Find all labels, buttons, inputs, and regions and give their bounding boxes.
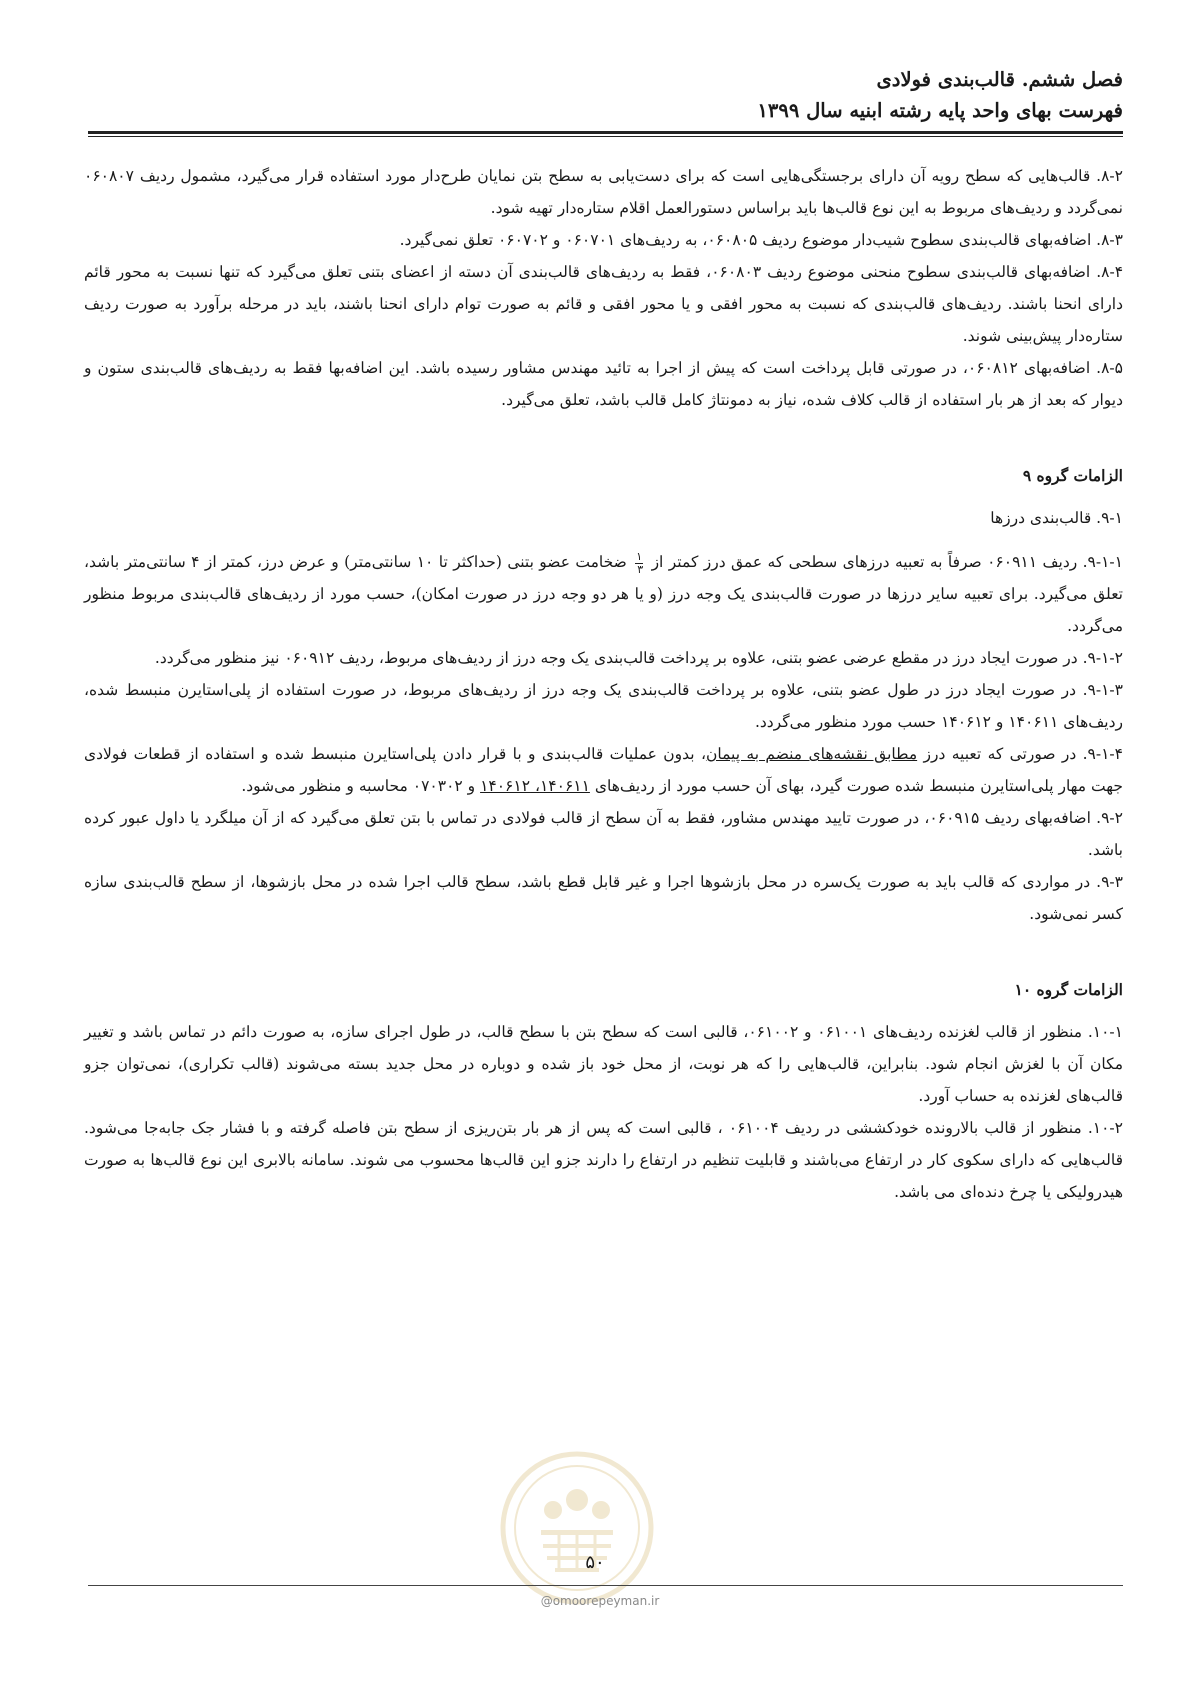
p911-text-a: ۹-۱-۱. ردیف ۰۶۰۹۱۱ صرفاً به تعبیه درزهای سطحی که عمق درز کمتر از — [651, 553, 1123, 571]
page-content — [84, 160, 1123, 1208]
footer-website: @omoorepeyman.ir — [540, 1594, 660, 1608]
paragraph-8-2: ۸-۲. قالب‌هایی که سطح رویه آن دارای برجستگی‌هایی است که برای دست‌یابی به سطح بتن نمایان طرح‌دار مورد استفاده قرار می‌گیرد، مشمول ردیف ۰۶۰۸۰۷ نمی‌گردد و ردیف‌های مربوط به این نوع قالب‌ها باید براساس دستورالعمل اقلام ستاره‌دار تهیه شود. — [84, 167, 1123, 217]
p914-underlined-contract: مطابق نقشه‌های منضم به پیمان — [705, 745, 918, 763]
group-9-title: الزامات گروه ۹ — [1022, 466, 1123, 485]
paragraph-9-1-2: ۹-۱-۲. در صورت ایجاد درز در مقطع عرضی عضو بتنی، علاوه بر پرداخت قالب‌بندی یک وجه درز از ردیف‌های مربوط، ردیف ۰۶۰۹۱۲ نیز منظور می‌گردد. — [154, 649, 1123, 667]
group-9-1-title: ۹-۱. قالب‌بندی درزها — [990, 509, 1123, 527]
fraction-one-third — [635, 551, 643, 576]
header-rule-thick — [88, 131, 1123, 134]
group-10-title: الزامات گروه ۱۰ — [1014, 980, 1123, 999]
paragraph-9-2: ۹-۲. اضافه‌بهای ردیف ۰۶۰۹۱۵، در صورت تایید مهندس مشاور، فقط به آن سطح از قالب فولادی در تماس با بتن تعلق می‌گیرد که از آن میلگرد یا داول عبور کرده باشد. — [84, 809, 1123, 859]
paragraph-8-4: ۸-۴. اضافه‌بهای قالب‌بندی سطوح منحنی موضوع ردیف ۰۶۰۸۰۳، فقط به ردیف‌های قالب‌بندی آن دسته از اعضای بتنی تعلق می‌گیرد که تنها نسبت به محور قائم دارای انحنا باشند. ردیف‌های قالب‌بندی که نسبت به محور افقی و یا محور افقی و قائم به صورت توام دارای انحنا باشند، باید در مرحله برآورد به صورت ردیف ستاره‌دار پیش‌بینی شوند. — [84, 263, 1124, 345]
p914-text-c: و ۰۷۰۳۰۲ محاسبه و منظور می‌شود. — [241, 777, 476, 795]
fraction-numerator: ۱ — [636, 549, 643, 563]
fraction-denominator: ۳ — [637, 562, 644, 576]
paragraph-8-5: ۸-۵. اضافه‌بهای ۰۶۰۸۱۲، در صورتی قابل پرداخت است که پیش از اجرا به تائید مهندس مشاور رسیده باشد. این اضافه‌بها فقط به ردیف‌های قالب‌بندی ستون و دیوار که بعد از هر بار استفاده از قالب کلاف شده، نیاز به دمونتاژ کامل قالب باشد، تعلق می‌گیرد. — [84, 359, 1123, 409]
paragraph-9-1-1 — [84, 546, 1123, 642]
chapter-title: فصل ششم. قالب‌بندی فولادی — [876, 68, 1123, 91]
page-number: ۵۰ — [585, 1552, 605, 1573]
p914-text-a: ۹-۱-۴. در صورتی که تعبیه درز — [923, 745, 1123, 763]
p914-text-b: ، بدون عملیات قالب‌بندی و با قرار دادن پلی‌استایرن منبسط شده و استفاده از قطعات فولادی جهت مهار پلی‌استایرن منبسط شده صورت گیرد، بهای آن حسب مورد از ردیف‌های — [84, 745, 1123, 795]
paragraph-10-1: ۱۰-۱. منظور از قالب لغزنده ردیف‌های ۰۶۱۰۰۱ و ۰۶۱۰۰۲، قالبی است که سطح بتن با سطح قالب، در طول اجرای سازه، به صورت دائم در تماس باشد و تغییر مکان آن با لغزش انجام شود. بنابراین، قالب‌هایی را که هر نوبت، از محل خود باز شده و دوباره در محل جدید بسته می‌شوند (قالب تکراری)، نمی‌توان جزو قالب‌های لغزنده به حساب آورد. — [84, 1023, 1123, 1105]
page-header — [88, 64, 1123, 126]
paragraph-9-1-4 — [84, 738, 1123, 802]
document-subtitle: فهرست بهای واحد پایه رشته ابنیه سال ۱۳۹۹ — [757, 99, 1123, 122]
paragraph-8-3: ۸-۳. اضافه‌بهای قالب‌بندی سطوح شیب‌دار موضوع ردیف ۰۶۰۸۰۵، به ردیف‌های ۰۶۰۷۰۱ و ۰۶۰۷۰۲ تعلق نمی‌گیرد. — [399, 231, 1123, 249]
paragraph-9-1-3: ۹-۱-۳. در صورت ایجاد درز در طول عضو بتنی، علاوه بر پرداخت قالب‌بندی یک وجه درز از ردیف‌های مربوط، در صورت استفاده از پلی‌استایرن منبسط شده، ردیف‌های ۱۴۰۶۱۱ و ۱۴۰۶۱۲ حسب مورد منظور می‌گردد. — [84, 681, 1123, 731]
p914-underlined-rows: ۱۴۰۶۱۱، ۱۴۰۶۱۲ — [480, 777, 590, 795]
header-rule-thin — [88, 136, 1123, 137]
logo-watermark-icon — [497, 1448, 657, 1608]
p911-text-b: ضخامت عضو بتنی (حداکثر تا ۱۰ سانتی‌متر) و عرض درز، کمتر از ۴ سانتی‌متر باشد، تعلق می‌گیرد. برای تعبیه سایر درزها در صورت قالب‌بندی یک وجه درز (و یا هر دو وجه درز در صورت امکان)، حسب مورد از ردیف‌های قالب‌بندی مربوط منظور می‌گردد. — [84, 553, 1123, 635]
paragraph-10-2: ۱۰-۲. منظور از قالب بالارونده خودکششی در ردیف ۰۶۱۰۰۴ ، قالبی است که پس از هر بار بتن‌ریزی از سطح بتن فاصله گرفته و با فشار جک جابه‌جا می‌شود. قالب‌هایی که دارای سکوی کار در ارتفاع می‌باشند و قابلیت تنظیم در ارتفاع را دارند جزو این قالب‌ها محسوب می شوند. سامانه بالابری این نوع قالب‌ها به صورت هیدرولیکی یا چرخ دنده‌ای می باشد. — [84, 1119, 1123, 1201]
footer-rule — [88, 1585, 1123, 1586]
paragraph-9-3: ۹-۳. در مواردی که قالب باید به صورت یک‌سره در محل بازشوها اجرا و غیر قابل قطع باشد، سطح قالب اجرا شده در محل بازشوها، از سطح قالب‌بندی سازه کسر نمی‌شود. — [84, 873, 1123, 923]
